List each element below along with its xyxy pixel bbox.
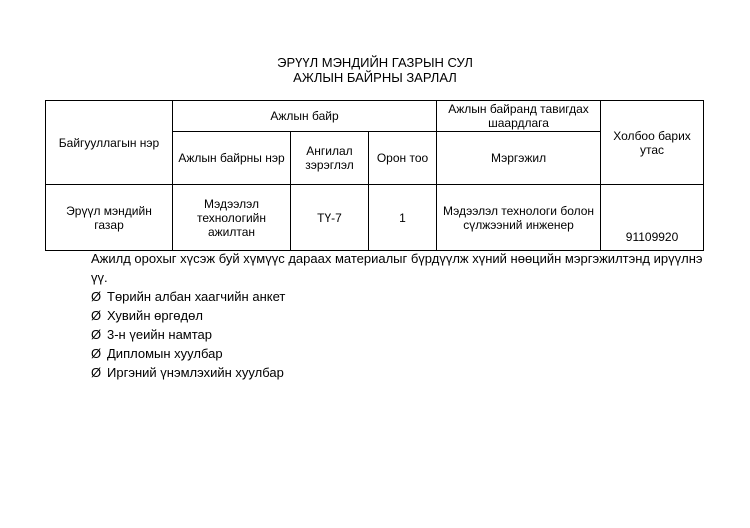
list-item-text: 3-н үеийн намтар	[107, 327, 213, 342]
page-title: ЭРҮҮЛ МЭНДИЙН ГАЗРЫН СУЛ	[277, 55, 473, 70]
bullet-icon: Ø	[91, 289, 102, 304]
cell-job-name: Мэдээлэл технологийн ажилтан	[173, 185, 291, 251]
list-item	[91, 344, 711, 363]
list-item-text: Иргэний үнэмлэхийн хуулбар	[107, 365, 284, 380]
cell-category: ТҮ-7	[291, 185, 369, 251]
cell-phone: 91109920	[601, 185, 704, 251]
list-item-text: Төрийн албан хаагчийн анкет	[107, 289, 286, 304]
bullet-icon: Ø	[91, 346, 102, 361]
header-job: Ажлын байр	[173, 101, 437, 132]
list-item	[91, 287, 711, 306]
cell-profession: Мэдээлэл технологи болон сүлжээний инженер	[437, 185, 601, 251]
header-requirements: Ажлын байранд тавигдах шаардлага	[437, 101, 601, 132]
bullet-icon: Ø	[91, 308, 102, 323]
table-row	[46, 185, 704, 251]
header-contact: Холбоо барих утас	[601, 101, 704, 185]
list-item	[91, 363, 711, 382]
table-header-row	[46, 101, 704, 132]
bullet-icon: Ø	[91, 327, 102, 342]
list-item-text: Хувийн өргөдөл	[107, 308, 203, 323]
job-vacancy-table	[45, 100, 704, 251]
header-category: Ангилал зэрэглэл	[291, 132, 369, 185]
list-item	[91, 306, 711, 325]
notes-intro: Ажилд орохыг хүсэж буй хүмүүс дараах материалыг бүрдүүлж хүний нөөцийн мэргэжилтэнд ирүүлнэ үү.	[91, 251, 703, 285]
header-org-name: Байгууллагын нэр	[46, 101, 173, 185]
cell-positions: 1	[369, 185, 437, 251]
list-item	[91, 325, 711, 344]
header-profession: Мэргэжил	[437, 132, 601, 185]
header-positions: Орон тоо	[369, 132, 437, 185]
bullet-icon: Ø	[91, 365, 102, 380]
list-item-text: Дипломын хуулбар	[107, 346, 223, 361]
header-job-name: Ажлын байрны нэр	[173, 132, 291, 185]
page-subtitle: АЖЛЫН БАЙРНЫ ЗАРЛАЛ	[293, 70, 457, 85]
requirements-notes	[91, 249, 711, 382]
cell-org-name: Эрүүл мэндийн газар	[46, 185, 173, 251]
